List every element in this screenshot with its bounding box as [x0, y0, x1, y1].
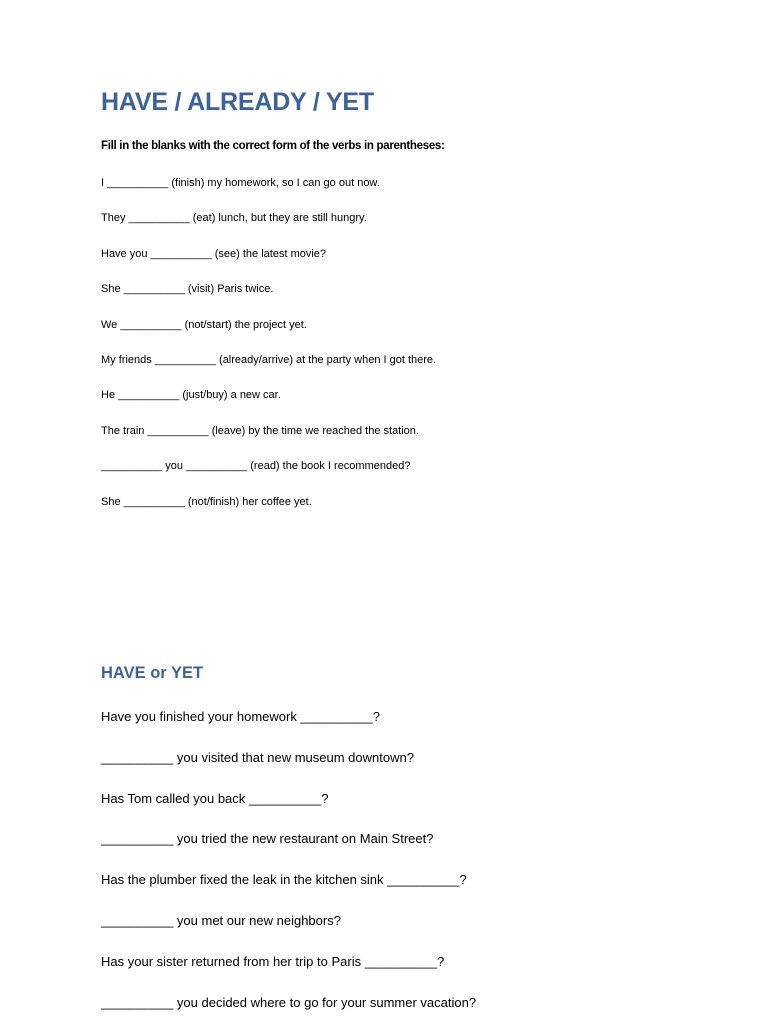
exercise-sentence: He __________ (just/buy) a new car. — [101, 389, 281, 402]
exercise-sentence: She __________ (not/finish) her coffee yet. — [101, 495, 312, 508]
exercise-sentence: She __________ (visit) Paris twice. — [101, 283, 274, 296]
section1-title: HAVE / ALREADY / YET — [101, 88, 374, 116]
exercise-sentence: __________ you met our new neighbors? — [101, 912, 341, 928]
exercise-sentence: __________ you __________ (read) the book I recommended? — [101, 460, 411, 473]
exercise-sentence: Has Tom called you back __________? — [101, 790, 329, 806]
exercise-sentence: __________ you decided where to go for your summer vacation? — [101, 994, 477, 1010]
exercise-sentence: __________ you visited that new museum downtown? — [101, 749, 414, 765]
exercise-sentence: __________ you tried the new restaurant on Main Street? — [101, 831, 434, 847]
exercise-sentence: Have you finished your homework __________? — [101, 709, 380, 724]
section2-sentence-list — [101, 708, 476, 1034]
exercise-sentence: My friends __________ (already/arrive) at the party when I got there. — [101, 353, 437, 366]
exercise-sentence: Have you __________ (see) the latest movie? — [101, 247, 327, 260]
exercise-sentence: The train __________ (leave) by the time we reached the station. — [101, 424, 419, 437]
exercise-sentence: We __________ (not/start) the project yet. — [101, 318, 307, 331]
exercise-sentence: Has the plumber fixed the leak in the kitchen sink __________? — [101, 872, 467, 888]
exercise-sentence: Has your sister returned from her trip to Paris __________? — [101, 953, 445, 969]
section1-sentence-list — [101, 176, 436, 530]
section1-instructions: Fill in the blanks with the correct form of the verbs in parentheses: — [101, 140, 445, 152]
exercise-sentence: I __________ (finish) my homework, so I can go out now. — [101, 177, 380, 189]
exercise-sentence: They __________ (eat) lunch, but they are still hungry. — [101, 212, 367, 225]
section2-title: HAVE or YET — [101, 664, 204, 682]
